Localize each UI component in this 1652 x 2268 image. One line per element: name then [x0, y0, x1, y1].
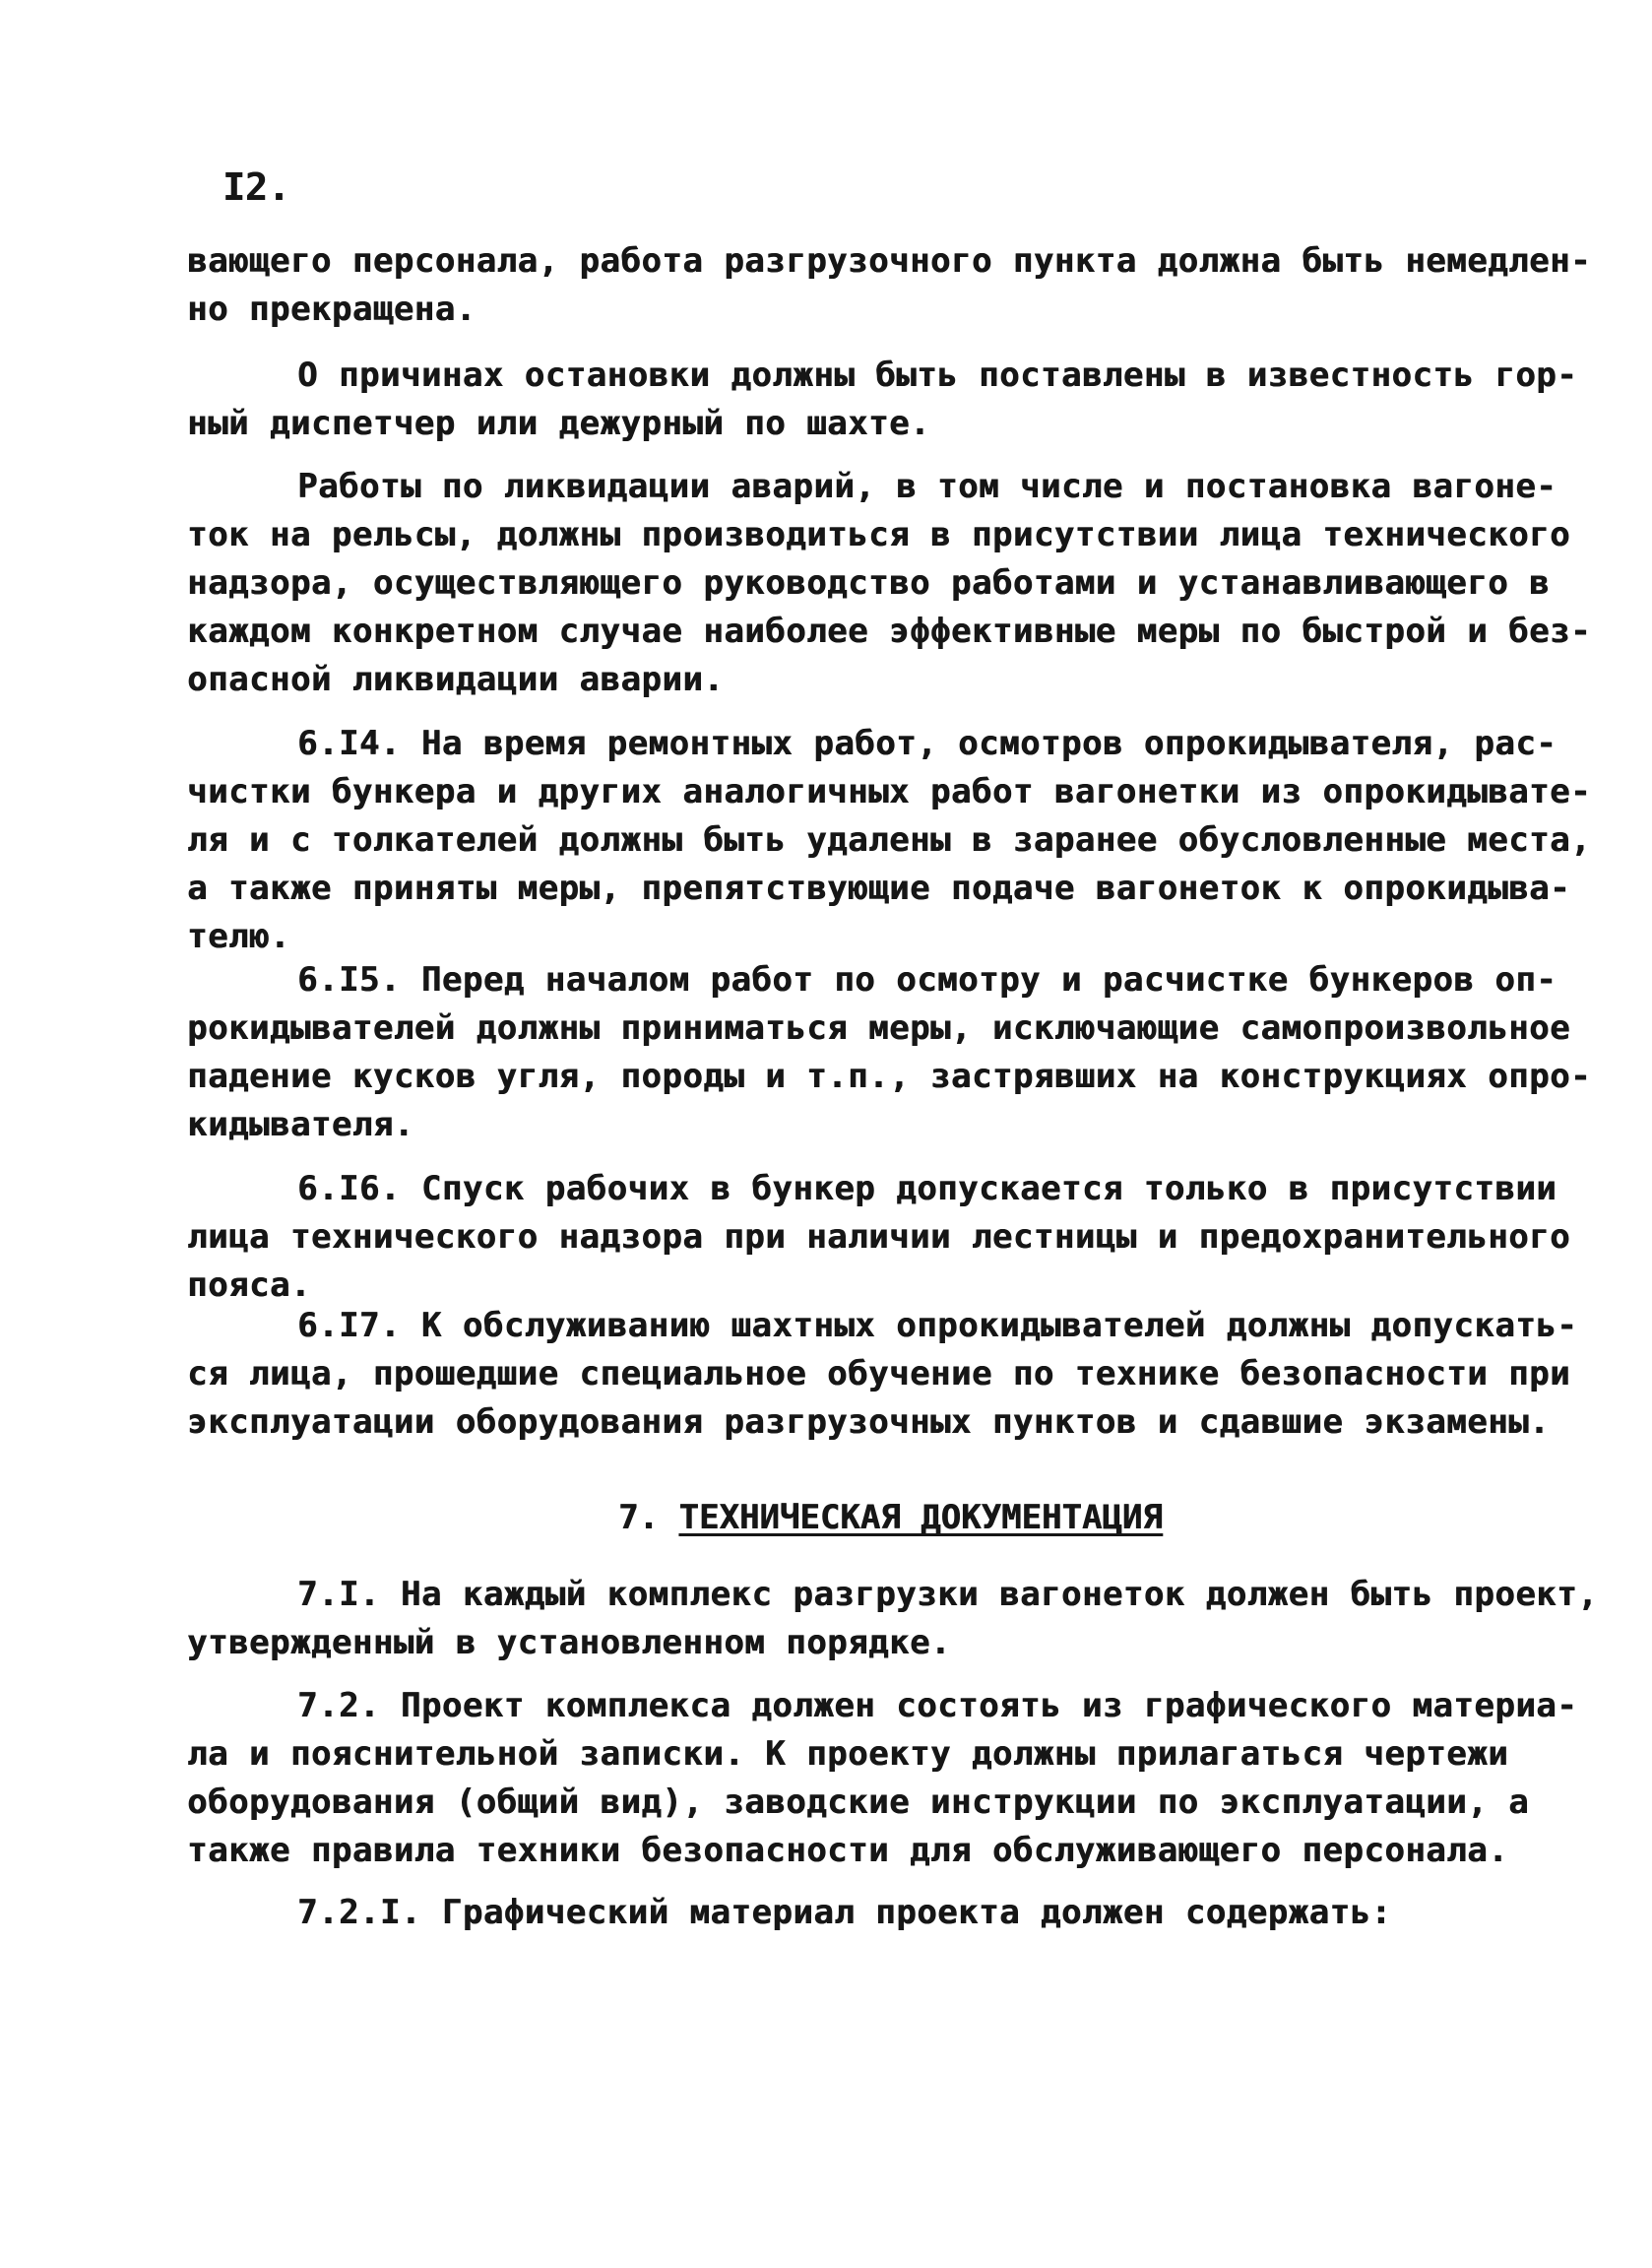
- section-heading: [618, 1498, 1163, 1537]
- text-line: надзора, осуществляющего руководство работами и устанавливающего в: [187, 563, 1551, 603]
- text-line: лица технического надзора при наличии лестницы и предохранительного: [187, 1217, 1570, 1257]
- text-line: ла и пояснительной записки. К проекту должны прилагаться чертежи: [187, 1734, 1509, 1774]
- section-title: ТЕХНИЧЕСКАЯ ДОКУМЕНТАЦИЯ: [678, 1498, 1163, 1537]
- text-line: 6.I6. Спуск рабочих в бункер допускается только в присутствии: [297, 1169, 1557, 1208]
- text-line: оборудования (общий вид), заводские инструкции по эксплуатации, а: [187, 1782, 1530, 1822]
- text-line: 7.2. Проект комплекса должен состоять из графического материа-: [297, 1686, 1578, 1725]
- text-line: 7.I. На каждый комплекс разгрузки вагонеток должен быть проект,: [297, 1575, 1599, 1614]
- text-line: эксплуатации оборудования разгрузочных пунктов и сдавшие экзамены.: [187, 1402, 1551, 1442]
- page-number: I2.: [222, 165, 290, 209]
- text-line: ток на рельсы, должны производиться в присутствии лица технического: [187, 515, 1570, 554]
- text-line: но прекращена.: [187, 290, 477, 329]
- text-line: падение кусков угля, породы и т.п., застрявших на конструкциях опро-: [187, 1057, 1591, 1096]
- text-line: также правила техники безопасности для обслуживающего персонала.: [187, 1831, 1509, 1870]
- text-line: 6.I7. К обслуживанию шахтных опрокидывателей должны допускать-: [297, 1306, 1578, 1345]
- text-line: пояса.: [187, 1265, 311, 1305]
- text-line: рокидывателей должны приниматься меры, исключающие самопроизвольное: [187, 1008, 1570, 1048]
- text-line: ный диспетчер или дежурный по шахте.: [187, 404, 930, 443]
- text-line: чистки бункера и других аналогичных работ вагонетки из опрокидывате-: [187, 772, 1591, 811]
- section-number: 7.: [618, 1498, 659, 1537]
- text-line: ся лица, прошедшие специальное обучение по технике безопасности при: [187, 1354, 1570, 1393]
- text-line: кидывателя.: [187, 1105, 414, 1144]
- text-line: О причинах остановки должны быть поставлены в известность гор-: [297, 356, 1578, 395]
- text-line: 6.I4. На время ремонтных работ, осмотров опрокидывателя, рас-: [297, 724, 1557, 763]
- text-line: утвержденный в установленном порядке.: [187, 1623, 951, 1662]
- text-line: 7.2.I. Графический материал проекта должен содержать:: [297, 1893, 1392, 1932]
- text-line: а также приняты меры, препятствующие подаче вагонеток к опрокидыва-: [187, 869, 1570, 908]
- text-line: Работы по ликвидации аварий, в том числе и постановка вагоне-: [297, 467, 1557, 506]
- text-line: ля и с толкателей должны быть удалены в заранее обусловленные места,: [187, 820, 1591, 860]
- text-line: телю.: [187, 917, 290, 956]
- text-line: каждом конкретном случае наиболее эффективные меры по быстрой и без-: [187, 612, 1591, 651]
- text-line: 6.I5. Перед началом работ по осмотру и расчистке бункеров оп-: [297, 960, 1557, 1000]
- text-line: вающего персонала, работа разгрузочного пункта должна быть немедлен-: [187, 241, 1591, 281]
- text-line: опасной ликвидации аварии.: [187, 660, 725, 699]
